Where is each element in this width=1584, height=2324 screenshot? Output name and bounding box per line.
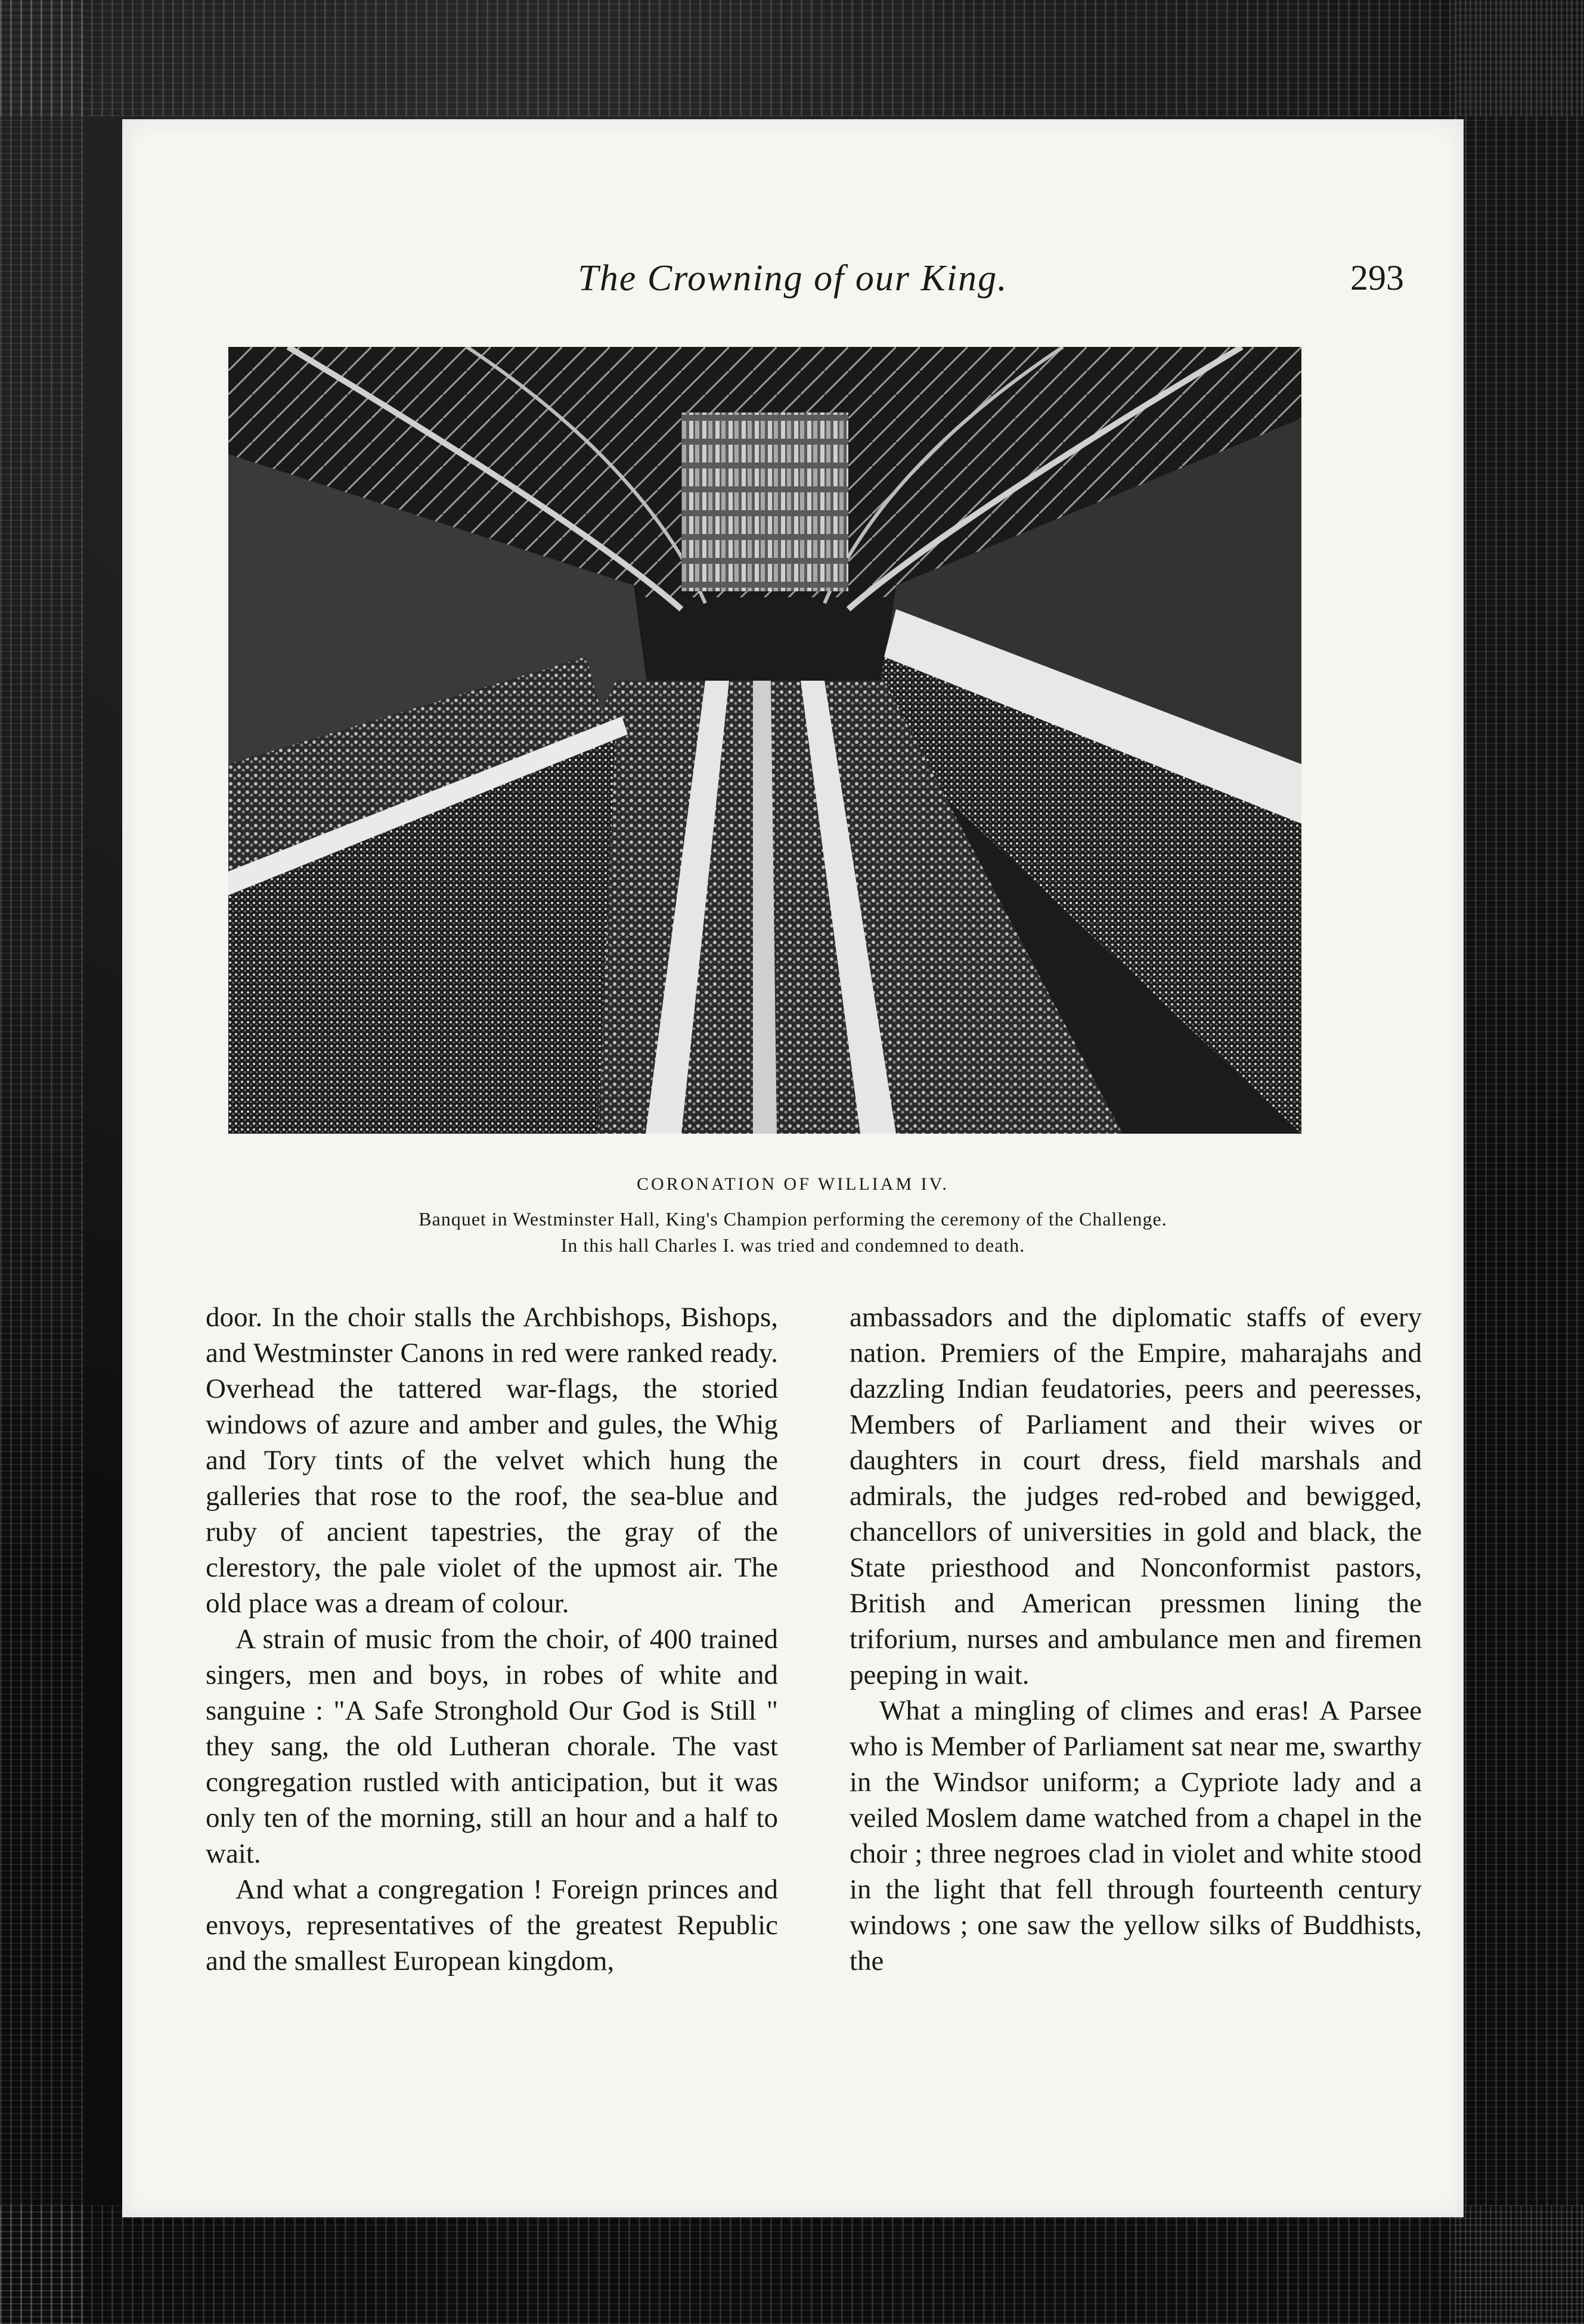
paragraph: A strain of music from the choir, of 400 trained singers, men and boys, in robes of white and sanguine : "A Safe Stronghold Our God is Still " they sang, the old Lutheran chorale. The vast congregation rustled with anticipation, but it was only ten of the morning, still an hour and a half to wait. — [206, 1624, 778, 1869]
paragraph: What a mingling of climes and eras! A Parsee who is Member of Parliament sat near me, swarthy in the Windsor uniform; a Cypriote lady and a veiled Moslem dame watched from a chapel in the choir ; three negroes clad in violet and white stood in the light that fell through fourteenth century windows ; one saw the yellow silks of Buddhists, the — [850, 1695, 1422, 1977]
paragraph: ambassadors and the diplomatic staffs of every nation. Premiers of the Empire, maharajahs and dazzling Indian feudatories, peers and peeresses, Members of Parliament and their wives or daughters in court dress, field marshals and admirals, the judges red-robed and bewigged, chancellors of universities in gold and black, the State priesthood and Nonconformist pastors, British and American pressmen lining the triforium, nurses and ambulance men and firemen peeping in wait. — [850, 1302, 1422, 1690]
paragraph: And what a congregation ! Foreign princes and envoys, representatives of the greatest Republic and the smallest European kingdom, — [206, 1874, 778, 1977]
left-column — [206, 1299, 778, 1979]
running-title: The Crowning of our King. — [578, 258, 1008, 299]
illustration-westminster-hall-banquet — [228, 347, 1301, 1134]
figure-caption — [122, 1171, 1464, 1258]
scan-border-right — [1455, 0, 1584, 2324]
page-number: 293 — [1350, 258, 1404, 297]
scan-border-top — [0, 0, 1584, 116]
scan-border-bottom — [0, 2205, 1584, 2324]
caption-line-2: In this hall Charles I. was tried and condemned to death. — [560, 1234, 1025, 1256]
body-text — [206, 1299, 1422, 2170]
hall-engraving — [228, 347, 1301, 1134]
right-column — [850, 1299, 1422, 1979]
running-head — [122, 257, 1464, 311]
book-page — [122, 119, 1464, 2217]
caption-line-1: Banquet in Westminster Hall, King's Champion performing the ceremony of the Challenge. — [419, 1208, 1167, 1230]
scan-border-left — [0, 0, 83, 2324]
caption-title: CORONATION OF WILLIAM IV. — [637, 1174, 949, 1194]
paragraph: door. In the choir stalls the Archbishops, Bishops, and Westminster Canons in red were ranked ready. Overhead the tattered war-flags, the storied windows of azure and amber and gules, the Whig and Tory tints of the velvet which hung the galleries that rose to the roof, the sea-blue and ruby of ancient tapestries, the gray of the clerestory, the pale violet of the upmost air. The old place was a dream of colour. — [206, 1302, 778, 1619]
